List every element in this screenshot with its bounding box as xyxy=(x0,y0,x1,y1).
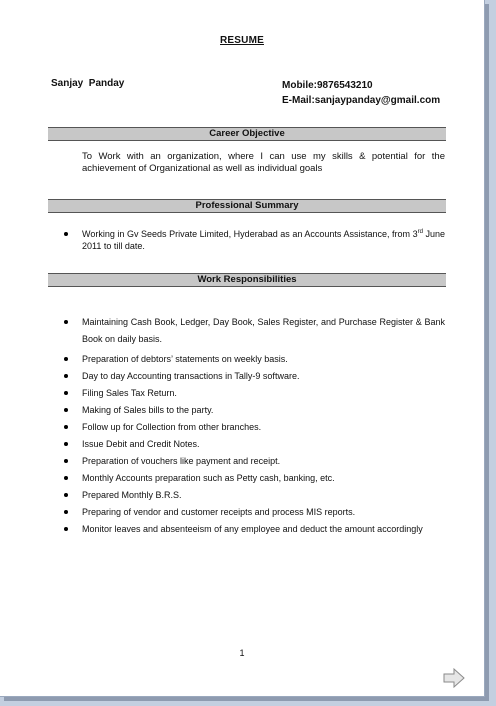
contact-block xyxy=(282,78,440,108)
bullet-icon xyxy=(64,425,68,429)
list-item xyxy=(0,472,445,484)
responsibility-text: Making of Sales bills to the party. xyxy=(82,405,214,415)
bullet-icon xyxy=(64,232,68,236)
page-shadow xyxy=(485,4,489,698)
professional-summary-list xyxy=(0,228,445,252)
summary-text: Working in Gv Seeds Private Limited, Hyderabad as an Accounts Assistance, from 3 xyxy=(82,229,418,239)
list-item xyxy=(0,370,445,382)
email-address: E-Mail:sanjaypanday@gmail.com xyxy=(282,95,441,106)
summary-text-end: June 2011 to till date. xyxy=(82,229,445,251)
section-heading-career-objective: Career Objective xyxy=(48,127,446,141)
responsibility-text: Follow up for Collection from other branches. xyxy=(82,422,262,432)
responsibility-text: Issue Debit and Credit Notes. xyxy=(82,439,200,449)
section-heading-work-responsibilities: Work Responsibilities xyxy=(48,273,446,287)
bullet-icon xyxy=(64,442,68,446)
bullet-icon xyxy=(64,459,68,463)
mobile-number: Mobile:9876543210 xyxy=(282,80,373,91)
arrow-right-icon[interactable] xyxy=(443,668,465,688)
career-objective-text: To Work with an organization, where I can use my skills & potential for the achievement of Organizational as well as individual goals xyxy=(82,151,445,174)
bullet-icon xyxy=(64,320,68,324)
bullet-icon xyxy=(64,391,68,395)
work-responsibilities-list xyxy=(0,314,445,535)
responsibility-text: Preparing of vendor and customer receipts and process MIS reports. xyxy=(82,507,356,517)
responsibility-text: Monitor leaves and absenteeism of any employee and deduct the amount accordingly xyxy=(82,524,423,534)
bullet-icon xyxy=(64,357,68,361)
responsibility-text: Day to day Accounting transactions in Tally-9 software. xyxy=(82,371,300,381)
responsibility-text: Monthly Accounts preparation such as Petty cash, banking, etc. xyxy=(82,473,335,483)
responsibility-text: Prepared Monthly B.R.S. xyxy=(82,490,182,500)
list-item xyxy=(0,314,445,348)
bullet-icon xyxy=(64,527,68,531)
bullet-icon xyxy=(64,493,68,497)
list-item xyxy=(0,506,445,518)
section-heading-professional-summary: Professional Summary xyxy=(48,199,446,213)
bullet-icon xyxy=(64,510,68,514)
responsibility-text: Maintaining Cash Book, Ledger, Day Book, Sales Register, and Purchase Register & Bank Book on daily basis. xyxy=(82,317,445,344)
date-ordinal: rd xyxy=(417,229,423,235)
list-item xyxy=(0,421,445,433)
list-item xyxy=(0,353,445,365)
bullet-icon xyxy=(64,408,68,412)
responsibility-text: Filing Sales Tax Return. xyxy=(82,388,177,398)
bullet-icon xyxy=(64,476,68,480)
responsibility-text: Preparation of debtors’ statements on weekly basis. xyxy=(82,354,288,364)
responsibility-text: Preparation of vouchers like payment and receipt. xyxy=(82,456,281,466)
list-item xyxy=(0,404,445,416)
list-item xyxy=(0,438,445,450)
resume-title: RESUME xyxy=(220,35,264,46)
bullet-icon xyxy=(64,374,68,378)
list-item xyxy=(0,228,445,252)
candidate-name: Sanjay Panday xyxy=(51,78,125,89)
list-item xyxy=(0,523,445,535)
list-item xyxy=(0,455,445,467)
page-shadow xyxy=(4,697,489,701)
list-item xyxy=(0,387,445,399)
list-item xyxy=(0,489,445,501)
page-number: 1 xyxy=(239,648,245,658)
